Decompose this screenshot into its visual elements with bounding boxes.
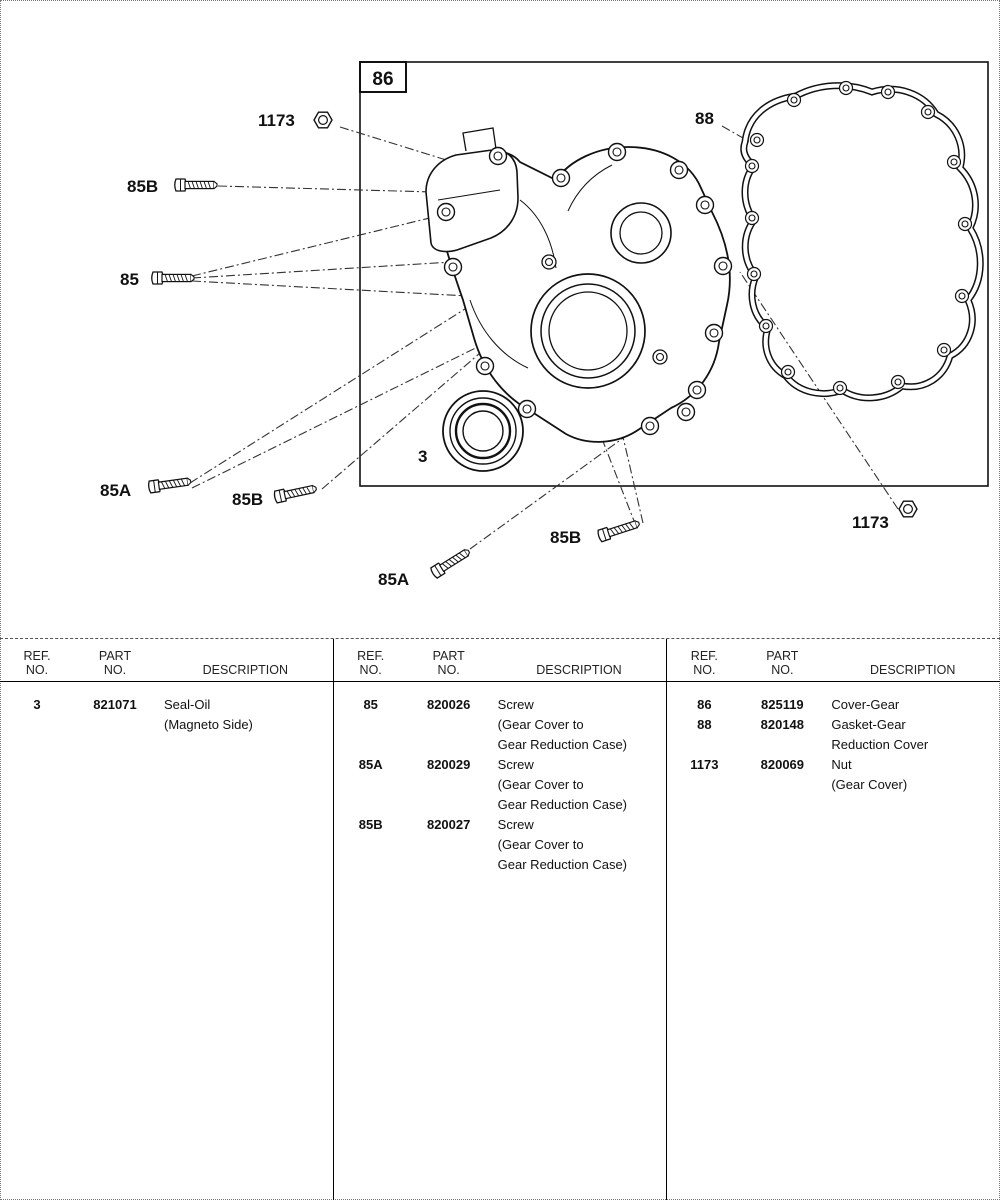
callout-screw-85b-bottom: 85B — [550, 528, 582, 547]
part-no-header: PART NO. — [766, 649, 799, 677]
ref-no-header: REF. NO. — [357, 649, 385, 677]
callout-nut-top: 1173 — [258, 111, 295, 130]
callout-screw-85: 85 — [120, 270, 139, 289]
screw-icon — [597, 518, 641, 542]
description-header: DESCRIPTION — [536, 663, 622, 677]
ref-no: 1173 — [690, 757, 719, 772]
ref-no: 88 — [697, 717, 712, 732]
description: Seal-Oil (Magneto Side) — [164, 697, 253, 732]
table-body — [667, 682, 1000, 795]
part-no: 820026 — [426, 697, 471, 712]
frame-label: 86 — [372, 69, 394, 90]
table-body — [0, 682, 333, 735]
ref-no: 85 — [363, 697, 378, 712]
callout-screw-85b-mid: 85B — [232, 490, 264, 509]
ref-no-header: REF. NO. — [690, 649, 718, 677]
part-no: 821071 — [93, 697, 137, 712]
table-row — [334, 755, 667, 815]
ref-no: 85B — [358, 817, 383, 832]
gasket-bolt-holes — [746, 82, 972, 395]
nut-icon — [899, 501, 917, 517]
callout-nut-bottom: 1173 — [852, 513, 889, 532]
callout-seal: 3 — [418, 447, 428, 466]
parts-table — [0, 638, 1000, 1200]
description: Screw (Gear Cover to Gear Reduction Case) — [497, 697, 628, 752]
callout-screw-85a-left: 85A — [100, 481, 132, 500]
screw-icon — [148, 475, 192, 493]
part-no: 825119 — [761, 697, 804, 712]
part-no: 820148 — [760, 717, 805, 732]
table-header — [334, 639, 667, 682]
description: Screw (Gear Cover to Gear Reduction Case) — [497, 757, 628, 812]
table-header — [667, 639, 1000, 682]
oil-seal-drawing — [443, 391, 523, 471]
description: Cover-Gear — [831, 697, 900, 712]
description-header: DESCRIPTION — [869, 663, 956, 677]
screw-icon — [152, 272, 194, 284]
part-no: 820029 — [426, 757, 471, 772]
ref-no-header: REF. NO. — [23, 649, 51, 677]
screw-icon — [274, 483, 318, 504]
ref-no: 3 — [33, 697, 41, 712]
screw-icon — [430, 546, 472, 579]
part-no-header: PART NO. — [432, 649, 465, 677]
callout-screw-85a-bottom: 85A — [378, 570, 410, 589]
part-no: 820027 — [426, 817, 471, 832]
nut-icon — [314, 112, 332, 128]
description-header: DESCRIPTION — [202, 663, 289, 677]
description: Nut (Gear Cover) — [831, 757, 908, 792]
ref-no: 86 — [697, 697, 712, 712]
table-row — [667, 755, 1000, 795]
ref-no: 85A — [358, 757, 383, 772]
gasket-drawing — [744, 82, 981, 398]
parts-table-column-2 — [333, 639, 667, 1200]
callout-gasket: 88 — [695, 109, 714, 128]
description: Gasket-Gear Reduction Cover — [831, 717, 929, 752]
parts-table-column-3 — [666, 639, 1000, 1200]
screw-icon — [175, 179, 217, 191]
table-row — [334, 815, 667, 875]
table-body — [334, 682, 667, 875]
table-header — [0, 639, 333, 682]
part-no-header: PART NO. — [98, 649, 132, 677]
callout-screw-85b-top: 85B — [127, 177, 159, 196]
parts-table-column-1 — [0, 639, 333, 1200]
table-row — [334, 695, 667, 755]
table-row — [0, 695, 333, 735]
description: Screw (Gear Cover to Gear Reduction Case) — [497, 817, 628, 872]
table-row — [667, 695, 1000, 715]
part-no: 820069 — [760, 757, 805, 772]
table-row — [667, 715, 1000, 755]
